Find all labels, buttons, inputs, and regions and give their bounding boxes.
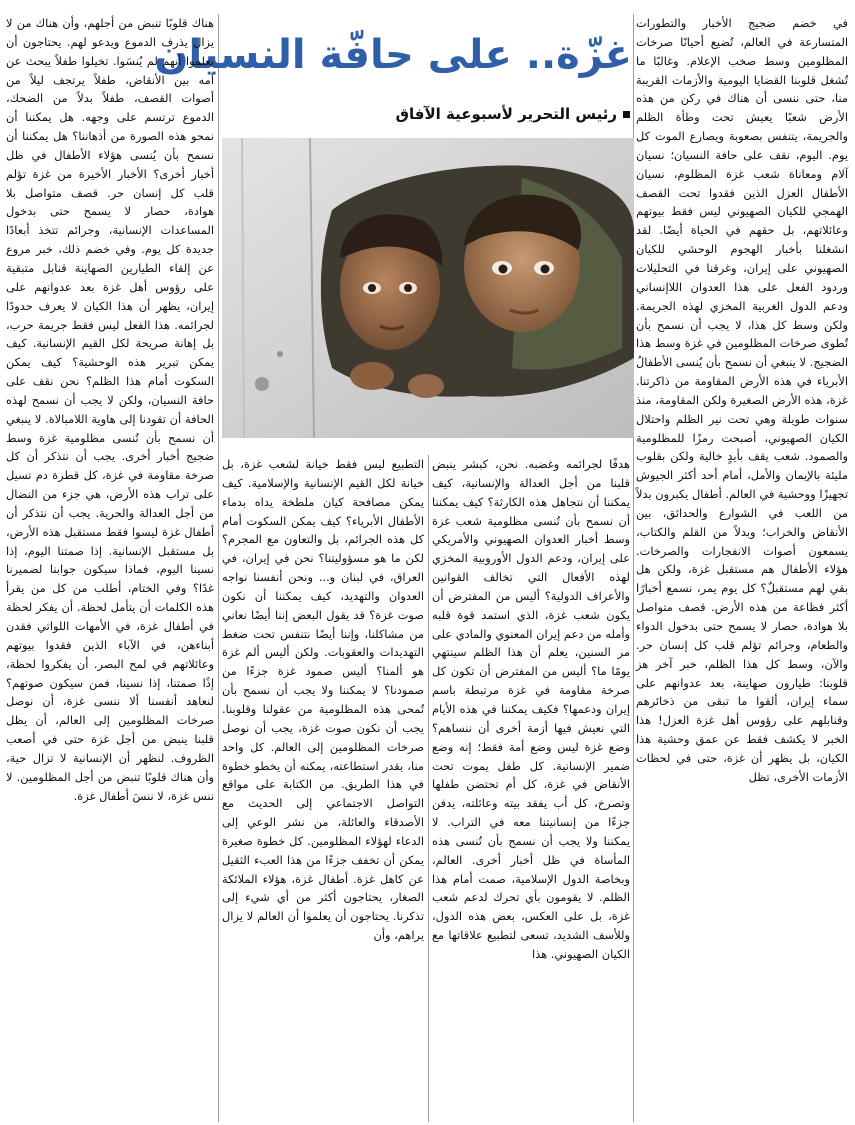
- article-column-right: [636, 14, 848, 1122]
- article-title: غزّة.. على حافّة النسيان: [154, 32, 632, 78]
- column-right-text: في خضم ضجيج الأخبار والتطورات المتسارعة في العالم، تُضيع أحيانًا صرخات المظلومين وسط صخب الإعلام. وغالبًا ما تُشغل قلوبنا القضايا اليومية والأزمات القريبة منا، حتى ننسى أن هناك في ركن من هذه الأرض شعبًا يعيش تحت وطأة الظلم والجريمة، يتنفس بصعوبة ويصارع الموت كل يوم. اليوم، نقف على حافة النسيان؛ نسيان آلام ومعاناة شعب غزة المظلوم، نسيان الأطفال العزل الذين فقدوا تحت القصف الهمجي للكيان الصهيوني ليس فقط بيوتهم وعائلاتهم، بل حقهم في الحياة أيضًا. لقد انشغلنا بأخبار الهجوم الوحشي للكيان الصهيوني على إيران، وغرقنا في التحليلات وردود الفعل على هذا العدوان اللاإنساني ودعم الدول الغربية المخزي لهذه الجريمة. ولكن وسط كل هذا، لا يجب أن نسمح بأن تُطوى صرخات المظلومين في غزة وسط هذا الضجيج. لا ينبغي أن نسمح بأن يُنسى الأطفالُ الأبرياء في هذه الأرض المقاومة من ذاكرتنا. غزة، هذه الأرض الصغيرة ولكن المقاومة، منذ سنوات طويلة وهي تحت نير الظلم واحتلال الكيان الصهيوني، أصبحت رمزًا للمظلومية والصمود. شعب يقف بأيدٍ خالية ولكن بقلوب مليئة بالإيمان والأمل، أمام أحد أكثر الجيوش تجهيزًا ووحشية في العالم. أطفال يكبرون بدلاً من اللعب في الشوارع والحدائق، بين الأنقاض والخراب؛ وبدلاً من القلم والكتاب، يسمعون أصوات الانفجارات والصرخات. هؤلاء الأطفال هم مستقبل غزة، ولكن هل بقي لهم مستقبلٌ؟ كل يوم يمر، نسمع أخبارًا أكثر فظاعة من هذه الأرض. قصف متواصل بلا هوادة، حصار لا يسمح حتى بدخول الدواء والطعام، وجرائم تؤلم قلب كل إنسان حر. والآن، وسط كل هذا الظلم، خبر آخر هز قلوبنا: طيارون صهاينة، بعد عدوانهم على سماء إيران، ألقوا ما تبقى من ذخائرهم وقنابلهم على رؤوس أهل غزة العزل! هذا الخبر لا يكشف فقط عن عمق وحشية هذا الكيان، بل يظهر أن غزة، حتى في لحظات الأزمات الأخرى، تظل: [636, 16, 848, 784]
- byline-text: رئيس التحرير لأسبوعية الآفاق: [395, 105, 617, 123]
- column-left-text: هناك قلوبًا تنبض من أجلهم، وأن هناك من لا يزال يذرف الدموع ويدعو لهم. يحتاجون أن يعلموا أنهم لم يُنسَوا. تخيلوا طفلاً يبحث عن أمه بين الأنقاض، طفلاً يرتجف ليلاً من أصوات القصف، طفلاً بدلاً من الضحك، الدموع ترتسم على وجهه. هل يمكننا أن نمحو هذه الصورة من أذهاننا؟ هل يمكننا أن نسمح بأن يُنسى هؤلاء الأطفال في ظل أخبار أخرى؟ الأخبار الأخيرة من غزة تؤلم قلب كل إنسان حر. قصف متواصل بلا هوادة، حصار لا يسمح حتى بدخول المساعدات الإنسانية، وجرائم تتخذ أبعادًا جديدة كل يوم. وفي خضم ذلك، خبر مروع عن إلقاء الطيارين الصهاينة قنابل متبقية على رؤوس أهل غزة بعد عدوانهم على إيران، يظهر أن هذا الكيان لا يعرف حدودًا لجرائمه. هذا الفعل ليس فقط جريمة حرب، بل إهانة صريحة لكل القيم الإنسانية. كيف يمكن تبرير هذه الوحشية؟ كيف يمكن السكوت أمام هذا الظلم؟ نحن نقف على حافة النسيان، ولكن لا يجب أن نسمح لهذه الحافة أن تقودنا إلى هاوية اللامبالاة. لا ينبغي أن نسمح بأن تُنسى مظلومية غزة وسط ضجيج أخبار أخرى. يجب أن نتذكر أن كل صرخة مقاومة في غزة، كل قطرة دم تسيل على تراب هذه الأرض، هي جزء من النضال من أجل العدالة والحرية. يجب أن نتذكر أن أطفال غزة ليسوا فقط مستقبل هذه الأرض، بل مستقبل الإنسانية. إذا صمتنا اليوم، إذا نسينا اليوم، فماذا سيكون جوابنا لضميرنا غدًا؟ وفي الختام، أطلب من كل من يقرأ هذه الكلمات أن يتأمل لحظة. أن يفكر لحظة في أطفال غزة، في الأمهات اللواتي فقدن أبناءهن، في الآباء الذين فقدوا بيوتهم وعائلاتهم في لمح البصر. أن يفكروا لحظة، إذًا صمتنا، إذا نسينا، فمن سيكون صوتهم؟ لنعاهد أنفسنا ألا ننسى غزة، أن نوصل صرخات المظلومين إلى العالم، أن يظل قلبنا ينبض من أجل غزة حتى في أصعب الظروف. لنظهر أن الإنسانية لا تزال حية، وأن هناك قلوبًا تنبض من أجل المظلومين. لا ننس غزة، لا ننسَ أطفال غزة.: [6, 16, 214, 803]
- byline-bullet-icon: [623, 111, 630, 118]
- column-center-left-text: التطبيع ليس فقط خيانة لشعب غزة، بل خيانة لكل القيم الإنسانية والإسلامية. كيف يمكن مصافحة كيان ملطخة يداه بدماء الأطفال الأبرياء؟ كيف يمكن السكوت أمام كل هذه الجرائم، بل والتعاون مع المجرم؟ لكن ما هو مسؤوليتنا؟ نحن في إيران، في العراق، في لبنان و... ونحن أنفسنا نواجه العدوان والتهديد، كيف يمكننا أن نكون صوت غزة؟ قد يقول البعض إننا أيضًا نعاني من مشاكلنا، وإننا أيضًا نتنفس تحت ضغط التهديدات والعقوبات. ولكن أليس ألم غزة هو ألمنا؟ أليس صمود غزة جزءًا من صمودنا؟ لا يمكننا ولا يجب أن نسمح بأن تُمحى هذه المظلومية من عقولنا وقلوبنا. يجب أن نكون صوت غزة، يجب أن نوصل صرخات المظلومين إلى العالم. كل واحد منا، بقدر استطاعته، يمكنه أن يخطو خطوة في هذا الطريق. من الكتابة على مواقع التواصل الاجتماعي إلى الحديث مع الأصدقاء والعائلة، من نشر الوعي إلى الدعاء لهؤلاء المظلومين. كل خطوة صغيرة يمكن أن تخفف جزءًا من هذا العبء الثقيل عن كاهل غزة. أطفال غزة، هؤلاء الملائكة الصغار، يحتاجون أكثر من أي شيء إلى تذكرنا. يحتاجون أن يعلموا أن العالم لا يزال يراهم، وأن: [222, 457, 424, 943]
- article-photo: [222, 138, 634, 438]
- column-center-right-text: هدفًا لجرائمه وغضبه. نحن، كبشر ينبض قلبنا من أجل العدالة والإنسانية، كيف يمكننا أن نتجاهل هذه الكارثة؟ كيف يمكننا أن نسمح بأن تُنسى مظلومية شعب غزة وسط أخبار العدوان الصهيوني والأمريكي على إيران، ودعم الدول الأوروبية المخزي لهذه الأفعال التي تخالف القوانين والأعراف الدولية؟ أليس من المفترض أن يكون شعب غزة، الذي استمد قوة قلبه وأمله من دعم إيران المعنوي والمادي على مر السنين، يعلم أن هذا الظلم سينتهي يومًا ما؟ أليس من المفترض أن تكون كل صرخة مقاومة في غزة مرتبطة باسم إيران ودعمها؟ فكيف يمكننا في هذه الأيام التي نعيش فيها أزمة أخرى أن ننساهم؟ وضع غزة ليس وضع أمة فقط؛ إنه وضع ضمير الإنسانية. كل طفل يموت تحت الأنقاض في غزة، كل أم تحتضن طفلها وتصرخ، كل أب يفقد بيته وعائلته، يدفن جزءًا من إنسانيتنا معه في التراب. لا يمكننا ولا يجب أن نسمح بأن تُنسى هذه المأساة في ظل أخبار أخرى. العالم، وبخاصة الدول الإسلامية، صمت أمام هذا الظلم. لا يقومون بأي تحرك لدعم شعب غزة، بل على العكس، بعض هذه الدول، وللأسف الشديد، تسعى لتطبيع علاقاتها مع الكيان الصهيوني. هذا: [432, 457, 630, 961]
- column-divider: [428, 455, 429, 1122]
- article-column-center-right: [432, 455, 630, 1122]
- children-peeking-photo: [222, 138, 634, 438]
- article-column-center-left: [222, 455, 424, 1122]
- column-divider: [218, 14, 219, 1122]
- article-column-left: [6, 14, 214, 1122]
- article-byline: [300, 100, 630, 128]
